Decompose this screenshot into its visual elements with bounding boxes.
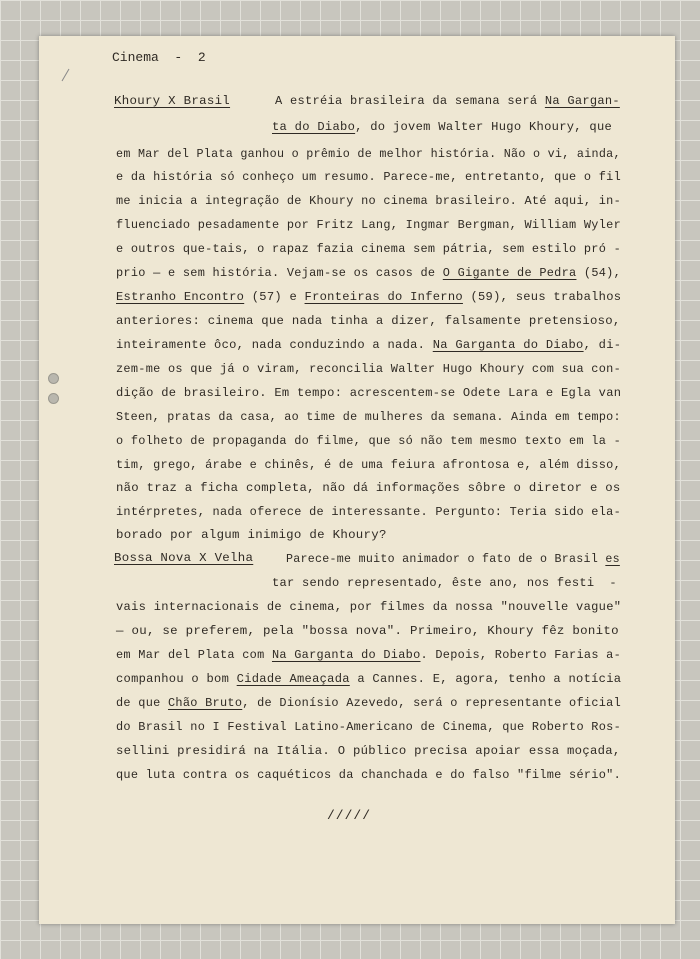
text-line: do Brasil no I Festival Latino-Americano de Cinema, que Roberto Ros- xyxy=(116,720,622,734)
text-line: não traz a ficha completa, não dá informações sôbre o diretor e os xyxy=(116,481,621,495)
text-line: o folheto de propaganda do filme, que só não tem mesmo texto em la - xyxy=(116,434,622,448)
text-line: intérpretes, nada oferece de interessante. Pergunto: Teria sido ela- xyxy=(116,505,622,519)
text-line: prio — e sem história. Vejam-se os casos de O Gigante de Pedra (54), xyxy=(116,266,622,280)
punch-hole xyxy=(48,393,59,404)
text-line: em Mar del Plata com Na Garganta do Diabo. Depois, Roberto Farias a- xyxy=(116,648,622,662)
text-line: vais internacionais de cinema, por filmes da nossa "nouvelle vague" xyxy=(116,600,622,614)
text-line: zem-me os que já o viram, reconcilia Walter Hugo Khoury com sua con- xyxy=(116,362,622,376)
page-header: Cinema - 2 xyxy=(112,50,206,65)
text-line: dição de brasileiro. Em tempo: acrescentem-se Odete Lara e Egla van xyxy=(116,386,622,400)
text-line: tar sendo representado, êste ano, nos festi - xyxy=(272,576,617,590)
text-line: sellini presidirá na Itália. O público precisa apoiar essa moçada, xyxy=(116,744,621,758)
text-line: que luta contra os caquéticos da chanchada e do falso "filme sério". xyxy=(116,768,622,782)
text-line: Steen, pratas da casa, ao time de mulheres da semana. Ainda em tempo: xyxy=(116,410,621,424)
punch-hole xyxy=(48,373,59,384)
text-line: tim, grego, árabe e chinês, é de uma feiura afrontosa e, além disso, xyxy=(116,458,622,472)
text-line: me inicia a integração de Khoury no cinema brasileiro. Até aqui, in- xyxy=(116,194,622,208)
text-line: fluenciado pesadamente por Fritz Lang, Ingmar Bergman, William Wyler xyxy=(116,218,622,232)
end-mark: ///// xyxy=(327,808,372,823)
text-line: companhou o bom Cidade Ameaçada a Cannes. E, agora, tenho a notícia xyxy=(116,672,622,686)
text-line: Estranho Encontro (57) e Fronteiras do Inferno (59), seus trabalhos xyxy=(116,290,622,304)
text-line: ta do Diabo, do jovem Walter Hugo Khoury, que xyxy=(272,120,613,134)
text-line: em Mar del Plata ganhou o prêmio de melhor história. Não o vi, ainda, xyxy=(116,147,621,161)
text-line: Parece-me muito animador o fato de o Brasil es xyxy=(286,552,620,566)
text-line: e da história só conheço um resumo. Parece-me, entretanto, que o fil xyxy=(116,170,622,184)
text-line: de que Chão Bruto, de Dionísio Azevedo, será o representante oficial xyxy=(116,696,622,710)
text-line: — ou, se preferem, pela "bossa nova". Primeiro, Khoury fêz bonito xyxy=(116,624,619,638)
text-line: e outros que-tais, o rapaz fazia cinema sem pátria, sem estilo pró - xyxy=(116,242,622,256)
section-title-khoury: Khoury X Brasil xyxy=(114,94,231,108)
text-line: inteiramente ôco, nada conduzindo a nada. Na Garganta do Diabo, di- xyxy=(116,338,622,352)
text-line: borado por algum inimigo de Khoury? xyxy=(116,528,387,542)
text-line: A estréia brasileira da semana será Na Gargan- xyxy=(275,94,620,108)
section-title-bossa-nova: Bossa Nova X Velha xyxy=(114,551,254,565)
text-line: anteriores: cinema que nada tinha a dizer, falsamente pretensioso, xyxy=(116,314,621,328)
